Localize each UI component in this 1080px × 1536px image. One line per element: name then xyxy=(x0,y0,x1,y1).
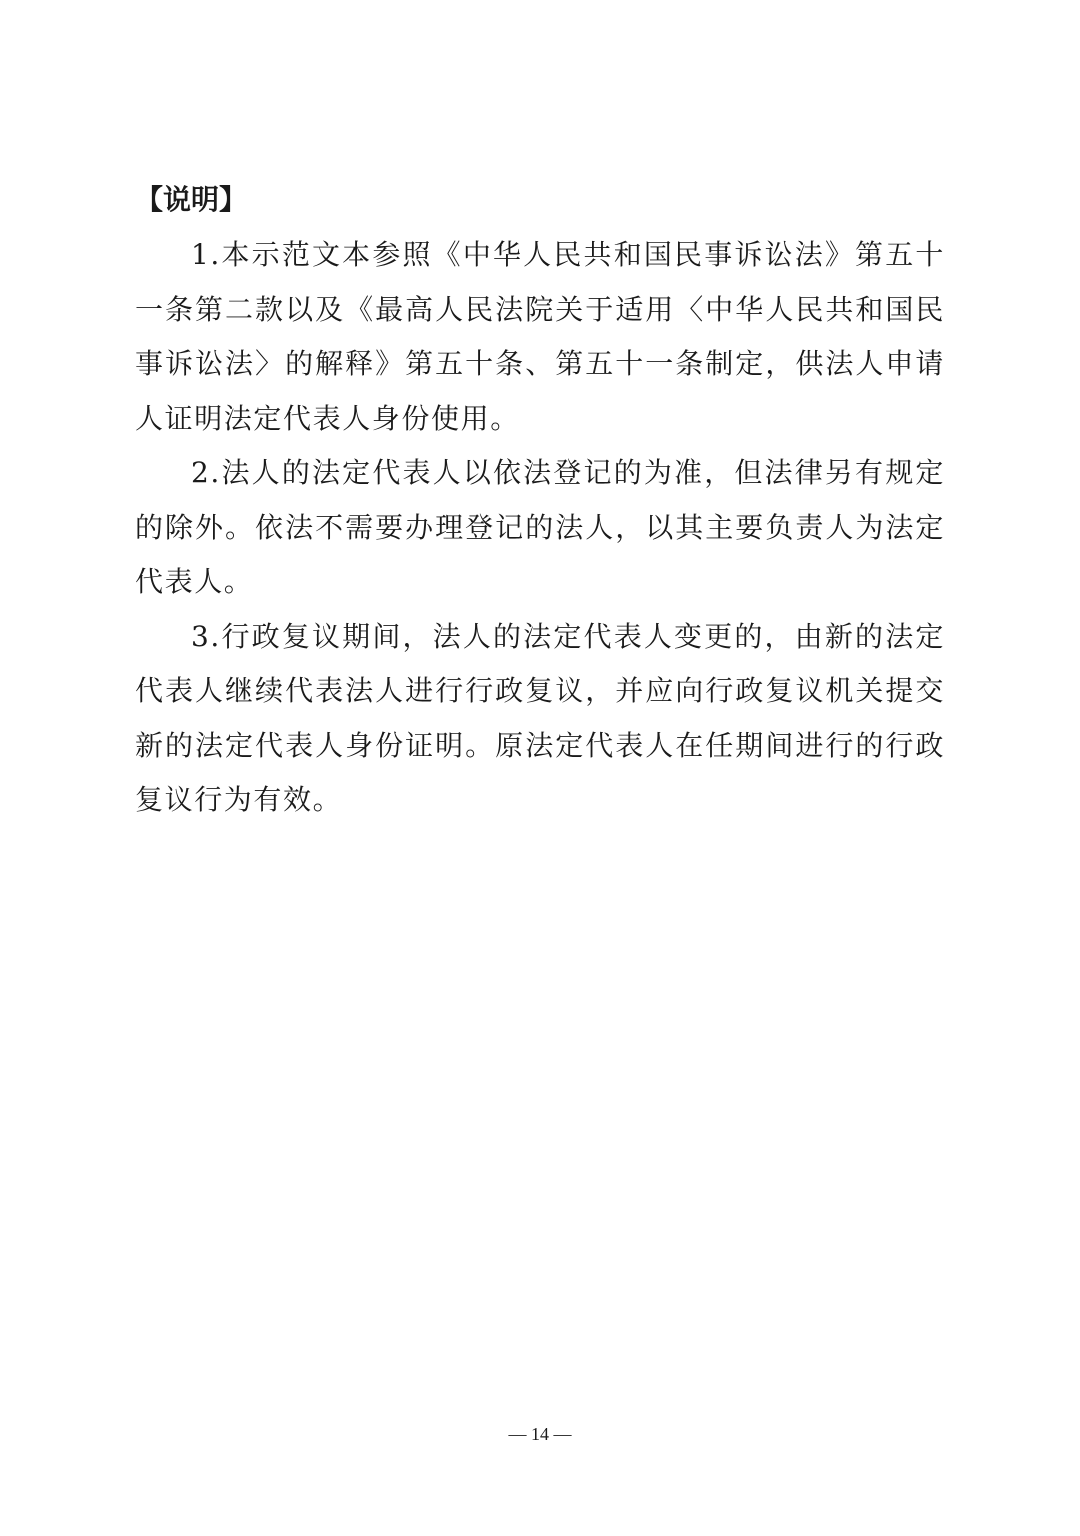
section-heading: 【说明】 xyxy=(135,183,248,216)
explanation-paragraph-1: 1.本示范文本参照《中华人民共和国民事诉讼法》第五十一条第二款以及《最高人民法院关于适用〈中华人民共和国民事诉讼法〉的解释》第五十条、第五十一条制定，供法人申请人证明法定代表人身份使用。 xyxy=(135,238,945,435)
page-number: — 14 — xyxy=(508,1424,572,1444)
explanation-paragraph-3: 3.行政复议期间，法人的法定代表人变更的，由新的法定代表人继续代表法人进行行政复议，并应向行政复议机关提交新的法定代表人身份证明。原法定代表人在任期间进行的行政复议行为有效。 xyxy=(135,619,945,816)
explanation-paragraph-2: 2.法人的法定代表人以依法登记的为准，但法律另有规定的除外。依法不需要办理登记的法人，以其主要负责人为法定代表人。 xyxy=(135,456,945,598)
explanation-body xyxy=(135,228,945,828)
